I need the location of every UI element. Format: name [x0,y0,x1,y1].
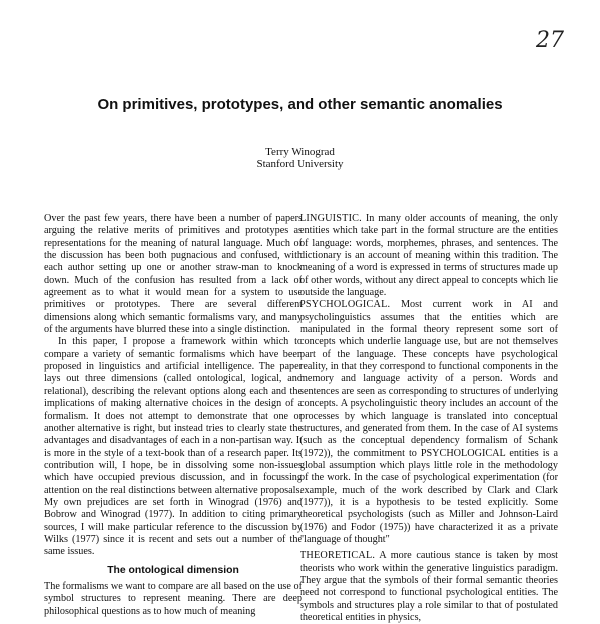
author-affiliation: Stanford University [256,158,344,170]
paper-title: On primitives, prototypes, and other semantic anomalies [97,96,503,113]
author-block [0,146,600,170]
paragraph [300,213,558,299]
left-column [44,213,302,618]
page-number: 27 [536,28,564,53]
author-name: Terry Winograd [265,146,335,158]
term-label: THEORETICAL. [300,550,376,562]
paragraph: In this paper, I propose a framework within which to compare a variety of semantic formalisms which have been proposed in linguistics and artificial intelligence. The paper lays out three dimensions (called ontological, logical, and relational), describing the relevant options along each and the implications of making alternative choices in the design of a formalism. It does not attempt to demonstrate that one or another alternative is right, but instead tries to clearly state the advantages and disadvantages of each in a non-partisan way. It is more in the style of a text-book than of a research paper. Its contribution will, I hope, be in dissolving some non-issues which have occupied previous discussion, and in focussing attention on the real distinctions between alternative proposals. My own prejudices are set forth in Winograd (1976) and Bobrow and Winograd (1977). In addition to citing primary sources, I will make particular reference to the discussion by Wilks (1977) since it is recent and sets out a number of the same issues. [44,336,302,558]
section-heading: The ontological dimension [107,564,239,576]
paragraph: Over the past few years, there have been a number of papers arguing the relative merits of primitives and prototypes as representations for the meaning of natural language. Much of the discussion has been both pugnacious and confused, with each author setting up one or another straw-man to knock down. Much of the confusion has resulted from a lack of agreement as to what it would mean for a system to use primitives or prototypes. There are several different dimensions along which semantic formalisms vary, and many of the arguments have blurred these into a single distinction. [44,213,302,336]
paragraph-text: In many older accounts of meaning, the only entities which take part in the formal structure are the entities of language: words, morphemes, phrases, and sentences. The dictionary is an account of meaning within this tradition. The meaning of a word is expressed in terms of structures made up of other words, without any direct appeal to concepts which lie outside the language. [300,213,558,299]
right-column [300,213,558,624]
term-label: LINGUISTIC. [300,213,362,224]
term-label: PSYCHOLOGICAL. [300,299,391,311]
paragraph-text: A more cautious stance is taken by most theorists who work within the generative linguistics paradigm. They argue that the symbols of their formal semantic theories need not correspond to functional psychological entities. The symbols and structures play a role similar to that of postulated theoretical entities in physics, [300,550,558,623]
paragraph [300,299,558,546]
paragraph: The formalisms we want to compare are all based on the use of symbol structures to represent meaning. There are deep philosophical questions as to how much of meaning [44,580,302,617]
paragraph-text: Most current work in AI and psycholinguistics assumes that the entities which are manipulated in the formal theory represent some sort of concepts which underlie language use, but are not themselves part of the language. These concepts have psychological reality, in that they correspond to functional components in the memory and language activity of a person. Words and sentences are seen as corresponding to structures of underlying concepts. A psycholinguistic theory includes an account of the processes by which language is translated into conceptual structures, and generated from them. In the case of AI systems (such as the conceptual dependency formalism of Schank (1972)), the commitment to PSYCHOLOGICAL entities is a global assumption which plays little role in the methodology of the work. In the case of psychological experimentation (for example, much of the work described by Clark and Clark (1977)), it is a hypothesis to be tested explicitly. Some theoretical psychologists (such as Miller and Johnson-Laird (1976) and Fodor (1975)) have characterized it as a private "language of thought" [300,299,558,545]
paragraph [300,550,558,624]
